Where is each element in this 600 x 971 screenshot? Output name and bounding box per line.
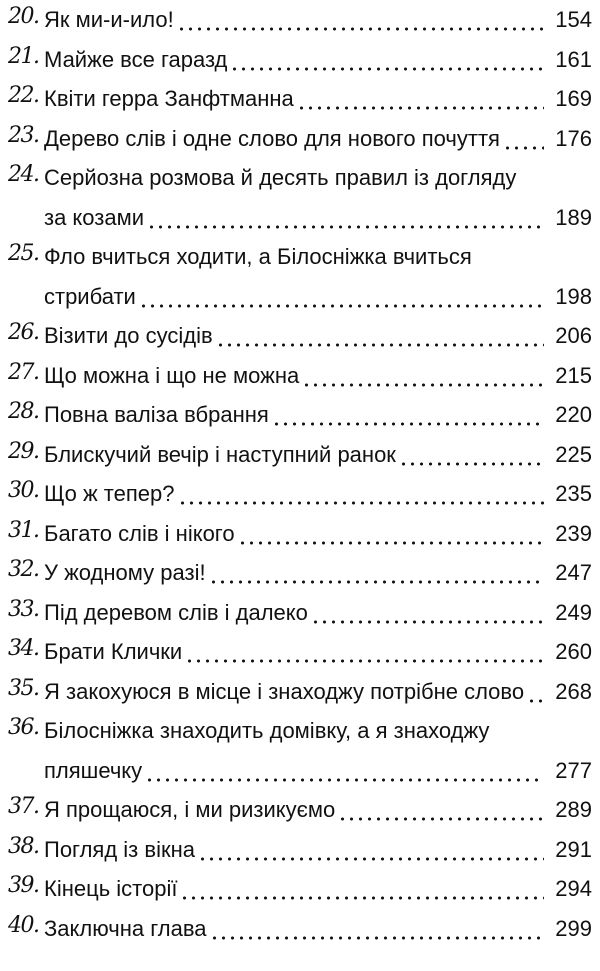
toc-entry[interactable] (0, 593, 600, 633)
chapter-title: пляшечку (44, 757, 143, 783)
dot-leader (238, 514, 544, 554)
toc-line (0, 435, 600, 475)
page-number: 206 (555, 323, 592, 348)
toc-entry[interactable] (0, 474, 600, 514)
page-number: 277 (555, 757, 592, 783)
toc-entry[interactable] (0, 711, 600, 790)
chapter-title: Білосніжка знаходить домівку, а я знаходжу (44, 718, 490, 743)
chapter-number: 20. (8, 4, 39, 29)
chapter-number: 28. (8, 399, 39, 424)
toc-line (0, 40, 600, 80)
chapter-number: 34. (8, 636, 39, 661)
toc-line (0, 356, 600, 396)
toc-entry[interactable] (0, 869, 600, 909)
page-number: 176 (555, 125, 592, 151)
chapter-title: Під деревом слів і далеко (44, 599, 308, 625)
dot-leader (311, 593, 544, 633)
toc-line (0, 514, 600, 554)
dot-leader (180, 869, 544, 909)
page-number: 215 (555, 362, 592, 388)
toc-entry[interactable] (0, 119, 600, 159)
chapter-title: Візити до сусідів (44, 323, 213, 348)
page-number: 154 (555, 7, 592, 32)
toc-entry[interactable] (0, 435, 600, 475)
toc-entry[interactable] (0, 40, 600, 80)
toc-entry[interactable] (0, 909, 600, 949)
chapter-number: 24. (8, 162, 39, 187)
dot-leader (302, 356, 544, 396)
chapter-title: Багато слів і нікого (44, 520, 235, 546)
toc-entry[interactable] (0, 237, 600, 316)
dot-leader (185, 632, 544, 672)
chapter-number: 33. (8, 596, 39, 622)
dot-leader (145, 751, 544, 791)
chapter-title: Заключна глава (44, 915, 207, 941)
dot-leader (272, 395, 544, 435)
toc-entry[interactable] (0, 790, 600, 830)
toc-line (0, 395, 600, 435)
dot-leader (210, 909, 545, 949)
chapter-number: 23. (8, 122, 39, 148)
chapter-number: 36. (8, 715, 39, 740)
toc-line (0, 158, 600, 198)
toc-line (0, 790, 600, 830)
toc-line (0, 0, 600, 40)
toc-line (0, 593, 600, 633)
toc-line (0, 198, 600, 238)
toc-entry[interactable] (0, 0, 600, 40)
toc-line (0, 711, 600, 751)
dot-leader (209, 553, 544, 593)
chapter-title: Повна валіза вбрання (44, 402, 269, 427)
page-number: 161 (555, 46, 592, 72)
page-number: 247 (555, 560, 592, 585)
toc-line (0, 237, 600, 277)
toc-line (0, 553, 600, 593)
dot-leader (297, 79, 544, 119)
chapter-number: 35. (8, 675, 39, 701)
chapter-title: Дерево слів і одне слово для нового почуття (44, 125, 500, 151)
chapter-title: Фло вчиться ходити, а Білосніжка вчиться (44, 244, 472, 269)
chapter-number: 30. (8, 478, 39, 503)
toc-entry[interactable] (0, 395, 600, 435)
page-number: 225 (555, 441, 592, 467)
chapter-title: Я закохуюся в місце і знаходжу потрібне слово (44, 678, 525, 704)
chapter-number: 21. (8, 43, 39, 69)
toc-entry[interactable] (0, 158, 600, 237)
dot-leader (399, 435, 544, 475)
page-number: 169 (555, 86, 592, 111)
chapter-title: Квіти герра Занфтманна (44, 86, 294, 111)
chapter-title: Як ми-и-ило! (44, 7, 174, 32)
toc-entry[interactable] (0, 632, 600, 672)
chapter-title: Майже все гаразд (44, 46, 228, 72)
dot-leader (527, 672, 544, 712)
chapter-title: Погляд із вікна (44, 836, 195, 862)
toc-line (0, 751, 600, 791)
chapter-number: 37. (8, 794, 39, 819)
chapter-number: 29. (8, 438, 39, 464)
page-number: 289 (555, 797, 592, 822)
toc-entry[interactable] (0, 553, 600, 593)
toc-line (0, 909, 600, 949)
page-number: 220 (555, 402, 592, 427)
chapter-title: Що можна і що не можна (44, 362, 300, 388)
toc-line (0, 830, 600, 870)
dot-leader (198, 830, 544, 870)
chapter-title: стрибати (44, 283, 136, 309)
page-number: 299 (555, 915, 592, 941)
page-number: 291 (555, 836, 592, 862)
chapter-number: 32. (8, 557, 39, 582)
chapter-number: 38. (8, 833, 39, 859)
toc-line (0, 277, 600, 317)
page-number: 294 (555, 876, 592, 901)
toc-line (0, 316, 600, 356)
page-number: 260 (555, 639, 592, 664)
dot-leader (177, 0, 544, 40)
toc-entry[interactable] (0, 79, 600, 119)
chapter-number: 26. (8, 320, 39, 345)
dot-leader (503, 119, 544, 159)
chapter-title: Серйозна розмова й десять правил із догляду (44, 165, 517, 190)
toc-entry[interactable] (0, 316, 600, 356)
dot-leader (338, 790, 544, 830)
dot-leader (147, 198, 544, 238)
chapter-title: Брати Клички (44, 639, 183, 664)
toc-entry[interactable] (0, 830, 600, 870)
chapter-number: 27. (8, 359, 39, 385)
chapter-title: за козами (44, 204, 145, 230)
chapter-number: 25. (8, 241, 39, 266)
chapter-number: 22. (8, 83, 39, 108)
chapter-title: Кінець історії (44, 876, 178, 901)
page-number: 268 (555, 678, 592, 704)
toc-line (0, 869, 600, 909)
toc-entry[interactable] (0, 356, 600, 396)
chapter-number: 31. (8, 517, 39, 543)
chapter-number: 40. (8, 912, 39, 938)
page-number: 189 (555, 204, 592, 230)
chapter-title: У жодному разі! (44, 560, 206, 585)
chapter-title: Блискучий вечір і наступний ранок (44, 441, 396, 467)
dot-leader (230, 40, 544, 80)
toc-entry[interactable] (0, 514, 600, 554)
toc-line (0, 672, 600, 712)
chapter-number: 39. (8, 873, 39, 898)
chapter-title: Що ж тепер? (44, 481, 175, 506)
toc-line (0, 119, 600, 159)
toc-line (0, 79, 600, 119)
dot-leader (178, 474, 545, 514)
page-number: 249 (555, 599, 592, 625)
page-number: 235 (555, 481, 592, 506)
dot-leader (139, 277, 544, 317)
toc-entry[interactable] (0, 672, 600, 712)
page-number: 239 (555, 520, 592, 546)
toc-line (0, 632, 600, 672)
toc-line (0, 474, 600, 514)
page-number: 198 (555, 283, 592, 309)
dot-leader (216, 316, 544, 356)
chapter-title: Я прощаюся, і ми ризикуємо (44, 797, 336, 822)
